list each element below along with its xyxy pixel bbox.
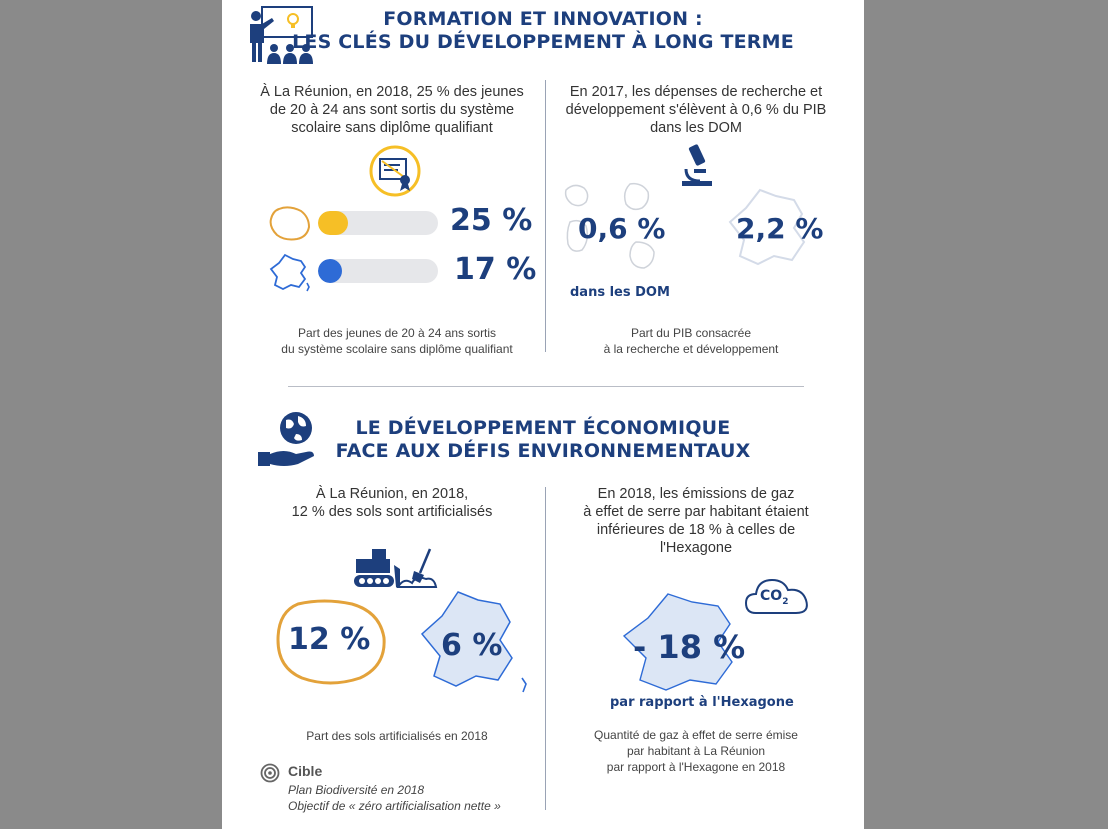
france-rd-value: 2,2 % xyxy=(736,212,824,245)
land-artificialized-text: À La Réunion, en 2018, 12 % des sols sont artificialisés xyxy=(291,486,493,520)
france-dropout-bar-fill xyxy=(318,259,342,283)
reunion-map-icon xyxy=(269,205,311,243)
reunion-dropout-bar xyxy=(318,211,438,235)
ghg-emissions-caption: Quantité de gaz à effet de serre émise par habitant à La Réunion par rapport à l'Hexagone en 2018 xyxy=(594,728,798,774)
reunion-dropout-value: 25 % xyxy=(450,203,533,238)
france-dropout-value: 17 % xyxy=(454,252,537,287)
youth-dropout-caption: Part des jeunes de 20 à 24 ans sortis du système scolaire sans diplôme qualifiant xyxy=(281,326,513,356)
ghg-value-label: par rapport à l'Hexagone xyxy=(610,695,794,710)
cible-line-1: Plan Biodiversité en 2018 xyxy=(288,783,425,797)
dom-rd-value: 0,6 % xyxy=(578,212,666,245)
cible-title: Cible xyxy=(288,763,323,779)
section1-title: FORMATION ET INNOVATION : LES CLÉS DU DÉVELOPPEMENT À LONG TERME xyxy=(292,8,794,53)
co2-label: $CO_2$ xyxy=(760,588,789,607)
youth-dropout-text: À La Réunion, en 2018, 25 % des jeunes de 20 à 24 ans sont sortis du système scolaire sans diplôme qualifiant xyxy=(260,84,524,136)
france-land-value: 6 % xyxy=(441,628,503,663)
france-dropout-bar xyxy=(318,259,438,283)
ghg-emissions-text: En 2018, les émissions de gaz à effet de serre par habitant étaient inférieures de 18 % à celles de l'Hexagone xyxy=(583,486,809,556)
land-artificialized-caption: Part des sols artificialisés en 2018 xyxy=(306,729,488,743)
document-page xyxy=(222,0,864,829)
reunion-land-value: 12 % xyxy=(288,622,371,657)
section-divider xyxy=(288,386,804,387)
microscope-icon xyxy=(678,143,718,189)
cible-line-2: Objectif de « zéro artificialisation nette » xyxy=(288,799,501,813)
diploma-icon xyxy=(368,144,422,198)
section2-title: LE DÉVELOPPEMENT ÉCONOMIQUE FACE AUX DÉFIS ENVIRONNEMENTAUX xyxy=(335,417,751,462)
france-map-icon xyxy=(269,253,311,293)
ghg-value: - 18 % xyxy=(633,628,746,666)
target-icon xyxy=(260,763,280,783)
reunion-dropout-bar-fill xyxy=(318,211,348,235)
rd-spending-caption: Part du PIB consacrée à la recherche et développement xyxy=(603,326,779,356)
rd-spending-text: En 2017, les dépenses de recherche et développement s'élèvent à 0,6 % du PIB dans les DOM xyxy=(565,84,827,136)
bulldozer-icon xyxy=(350,545,452,591)
dom-rd-label: dans les DOM xyxy=(570,285,670,300)
